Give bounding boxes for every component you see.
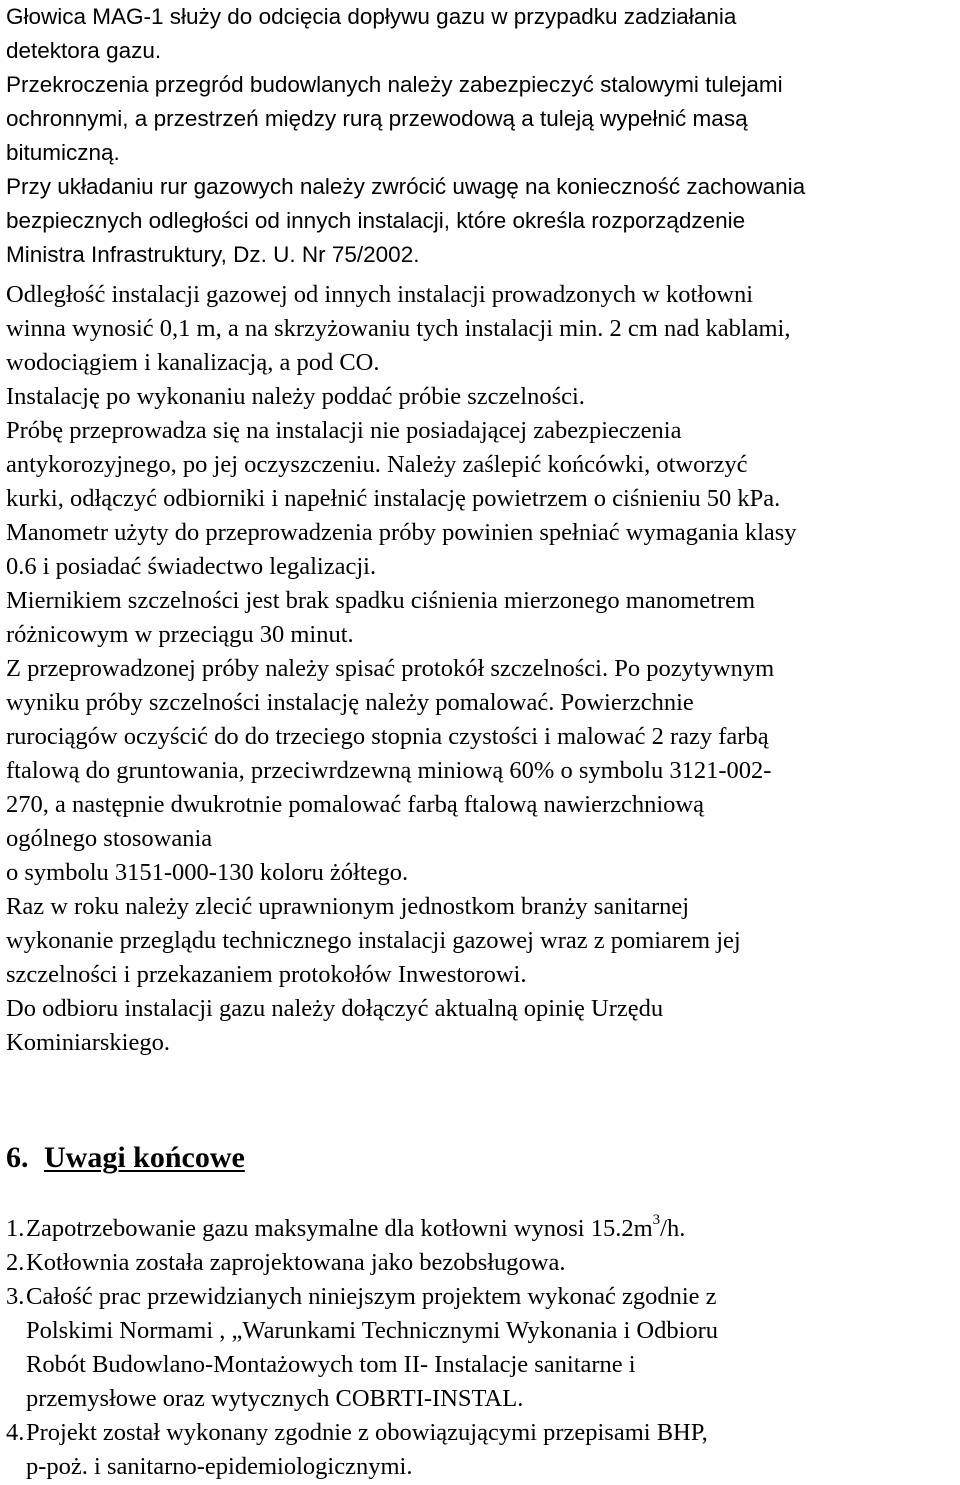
text-line: ogólnego stosowania: [6, 825, 213, 852]
list-item: [6, 1280, 960, 1416]
text-line: bitumiczną.: [6, 140, 120, 165]
paragraph-installation-rules: [6, 278, 960, 1060]
section-heading: [6, 1140, 245, 1176]
text-line: Ministra Infrastruktury, Dz. U. Nr 75/2002.: [6, 242, 420, 267]
text-line: Do odbioru instalacji gazu należy dołączyć aktualną opinię Urzędu: [6, 995, 664, 1022]
text-line: Miernikiem szczelności jest brak spadku ciśnienia mierzonego manometrem: [6, 587, 756, 614]
list-item: [6, 1416, 960, 1484]
list-item: [6, 1212, 960, 1246]
paragraph-gas-valve: [6, 0, 960, 272]
text-line: o symbolu 3151-000-130 koloru żółtego.: [6, 859, 409, 886]
text-line: Kominiarskiego.: [6, 1029, 170, 1056]
section-title: Uwagi końcowe: [44, 1141, 245, 1174]
text-line: szczelności i przekazaniem protokołów Inwestorowi.: [6, 961, 527, 988]
list-item-text-tail: /h.: [660, 1215, 686, 1242]
text-line: winna wynosić 0,1 m, a na skrzyżowaniu tych instalacji min. 2 cm nad kablami,: [6, 315, 791, 342]
text-line: bezpiecznych odległości od innych instalacji, które określa rozporządzenie: [6, 208, 746, 233]
text-line: p-poż. i sanitarno-epidemiologicznymi.: [26, 1453, 413, 1480]
text-line: Raz w roku należy zlecić uprawnionym jednostkom branży sanitarnej: [6, 893, 690, 920]
text-line: Odległość instalacji gazowej od innych instalacji prowadzonych w kotłowni: [6, 281, 754, 308]
final-remarks-list: [6, 1212, 960, 1484]
list-item-text: [26, 1246, 566, 1280]
text-line: 270, a następnie dwukrotnie pomalować farbą ftalową nawierzchniową: [6, 791, 704, 818]
text-line: wodociągiem i kanalizacją, a pod CO.: [6, 349, 380, 376]
list-item-text: [26, 1280, 718, 1416]
text-line: wyniku próby szczelności instalację należy pomalować. Powierzchnie: [6, 689, 694, 716]
text-line: Z przeprowadzonej próby należy spisać protokół szczelności. Po pozytywnym: [6, 655, 775, 682]
text-line: ftalową do gruntowania, przeciwrdzewną miniową 60% o symbolu 3121-002-: [6, 757, 772, 784]
text-line: wykonanie przeglądu technicznego instalacji gazowej wraz z pomiarem jej: [6, 927, 741, 954]
list-item-text: [26, 1212, 685, 1246]
text-line: 0.6 i posiadać świadectwo legalizacji.: [6, 553, 377, 580]
text-line: Polskimi Normami , „Warunkami Technicznymi Wykonania i Odbioru: [26, 1317, 719, 1344]
text-line: kurki, odłączyć odbiorniki i napełnić instalację powietrzem o ciśnieniu 50 kPa.: [6, 485, 781, 512]
list-item-number: 4.: [6, 1419, 25, 1446]
text-line: antykorozyjnego, po jej oczyszczeniu. Należy zaślepić końcówki, otworzyć: [6, 451, 748, 478]
text-line: przemysłowe oraz wytycznych COBRTI-INSTAL.: [26, 1385, 524, 1412]
text-line: Próbę przeprowadza się na instalacji nie posiadającej zabezpieczenia: [6, 417, 682, 444]
list-item-number: 2.: [6, 1249, 25, 1276]
text-line: ochronnymi, a przestrzeń między rurą przewodową a tuleją wypełnić masą: [6, 106, 748, 131]
text-line: różnicowym w przeciągu 30 minut.: [6, 621, 354, 648]
text-line: Instalację po wykonaniu należy poddać próbie szczelności.: [6, 383, 585, 410]
text-line: Manometr użyty do przeprowadzenia próby powinien spełniać wymagania klasy: [6, 519, 797, 546]
text-line: rurociągów oczyścić do do trzeciego stopnia czystości i malować 2 razy farbą: [6, 723, 769, 750]
text-line: Kotłownia została zaprojektowana jako bezobsługowa.: [26, 1249, 566, 1276]
text-line: Całość prac przewidzianych niniejszym projektem wykonać zgodnie z: [26, 1283, 717, 1310]
text-line: Przekroczenia przegród budowlanych należy zabezpieczyć stalowymi tulejami: [6, 72, 783, 97]
list-item: [6, 1246, 960, 1280]
text-line: Głowica MAG-1 służy do odcięcia dopływu gazu w przypadku zadziałania: [6, 4, 737, 29]
text-line: Projekt został wykonany zgodnie z obowiązującymi przepisami BHP,: [26, 1419, 708, 1446]
text-line: Robót Budowlano-Montażowych tom II- Instalacje sanitarne i: [26, 1351, 636, 1378]
list-item-text: [26, 1416, 708, 1484]
superscript: 3: [652, 1211, 661, 1228]
document-page: [6, 0, 960, 1060]
list-item-number: 3.: [6, 1283, 25, 1310]
list-item-text-main: Zapotrzebowanie gazu maksymalne dla kotłowni wynosi 15.2m: [26, 1215, 653, 1242]
text-line: detektora gazu.: [6, 38, 162, 63]
text-line: Przy układaniu rur gazowych należy zwrócić uwagę na konieczność zachowania: [6, 174, 806, 199]
list-item-number: 1.: [6, 1215, 25, 1242]
section-number: 6.: [6, 1141, 29, 1174]
